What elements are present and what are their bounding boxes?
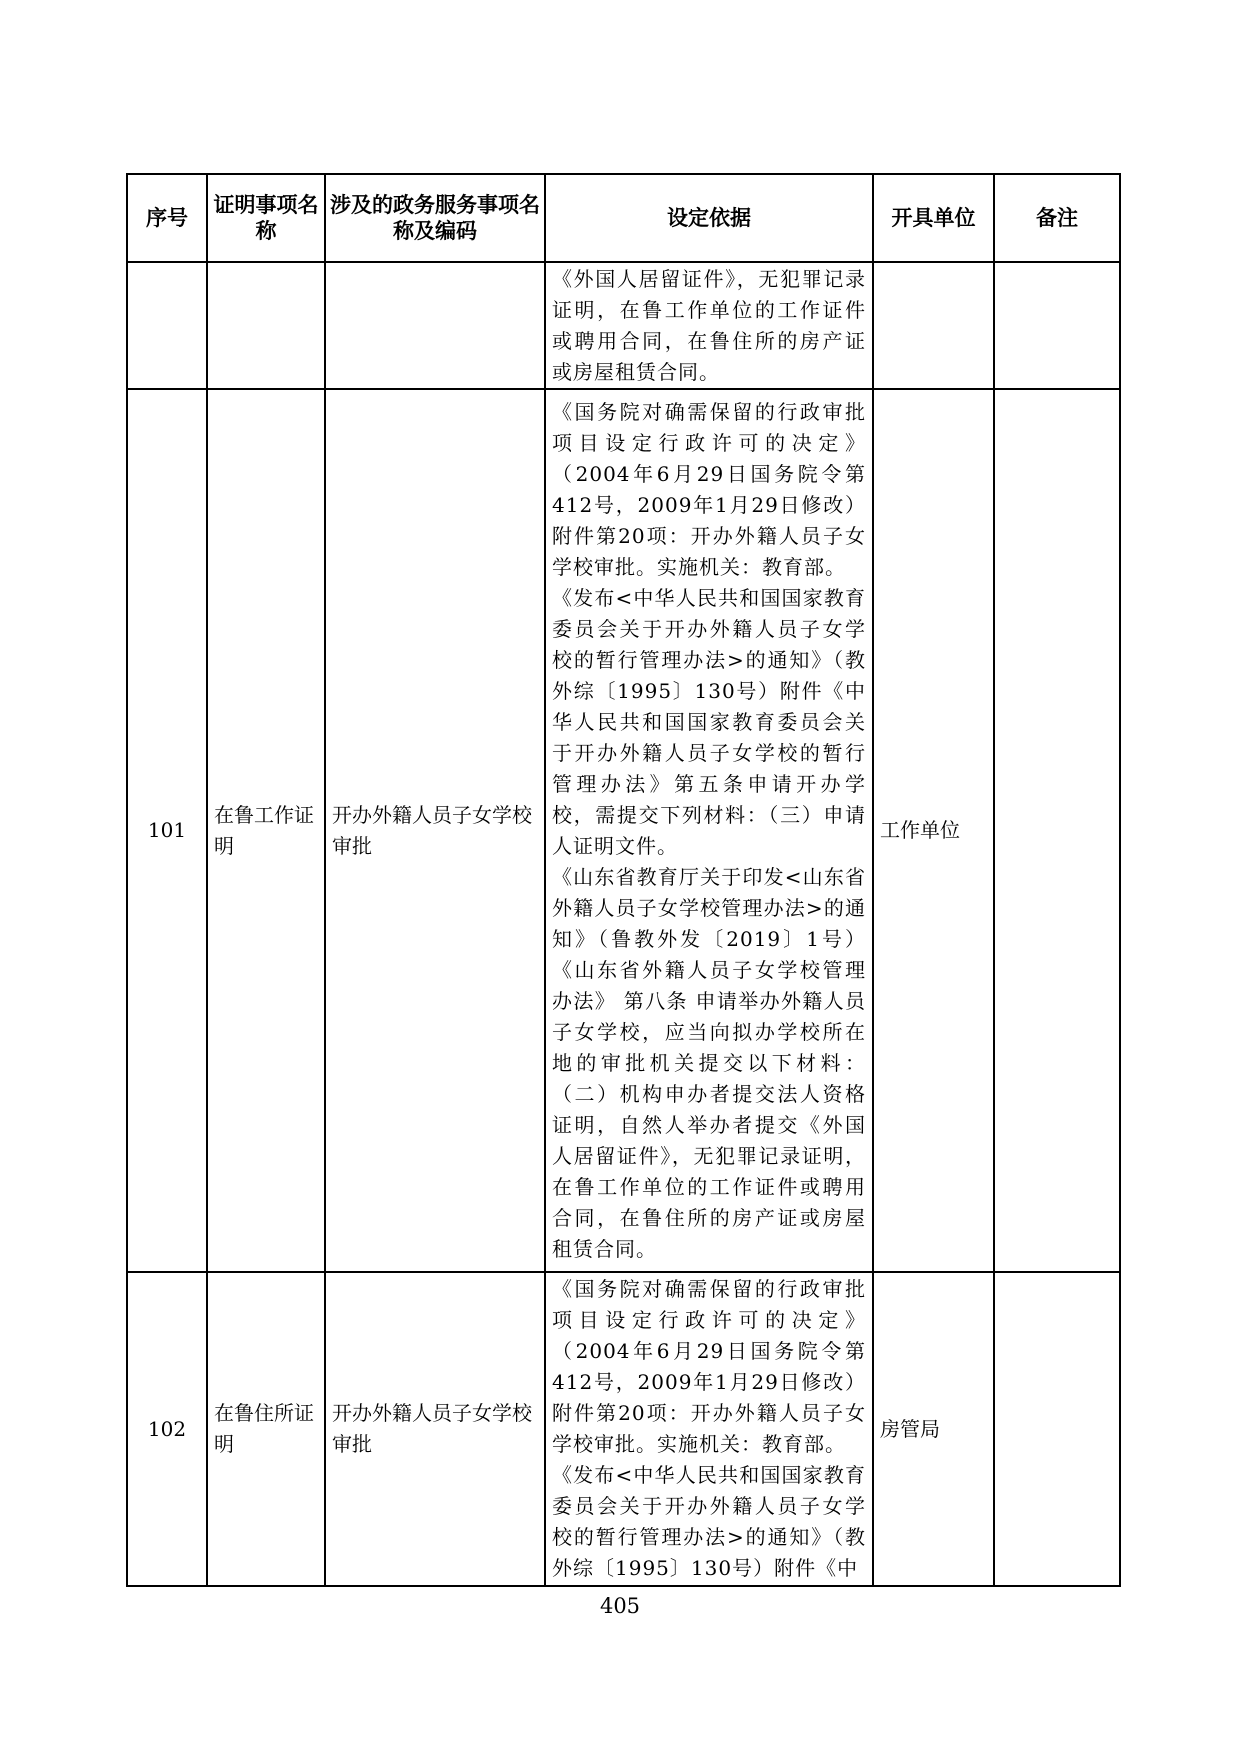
- cell-remarks: [994, 262, 1120, 389]
- cell-basis: [545, 262, 873, 389]
- page-number: 405: [599, 1594, 641, 1618]
- basis-paragraph: 《国务院对确需保留的行政审批项目设定行政许可的决定》（2004年6月29日国务院令第412号，2009年1月29日修改）附件第20项：开办外籍人员子女学校审批。实施机关：教育部。: [552, 1277, 866, 1456]
- table-row-continuation: [127, 262, 1120, 389]
- cell-proof-item: 在鲁工作证明: [207, 389, 325, 1272]
- cell-remarks: [994, 389, 1120, 1272]
- basis-paragraph: 《发布<中华人民共和国国家教育委员会关于开办外籍人员子女学校的暂行管理办法>的通知》（教外综〔1995〕130号）附件《中: [552, 1463, 866, 1580]
- cell-basis: [545, 1272, 873, 1586]
- cell-index: 102: [127, 1272, 207, 1586]
- basis-paragraph: 《发布<中华人民共和国国家教育委员会关于开办外籍人员子女学校的暂行管理办法>的通知》（教外综〔1995〕130号）附件《中华人民共和国国家教育委员会关于开办外籍人员子女学校的暂行管理办法》第五条申请开办学校，需提交下列材料：（三）申请人证明文件。: [552, 585, 866, 858]
- header-basis: 设定依据: [545, 174, 873, 262]
- cell-issuer: 房管局: [873, 1272, 994, 1586]
- cell-index: [127, 262, 207, 389]
- cell-remarks: [994, 1272, 1120, 1586]
- table-row: [127, 389, 1120, 1272]
- cell-proof-item: [207, 262, 325, 389]
- header-index: 序号: [127, 174, 207, 262]
- header-remarks: 备注: [994, 174, 1120, 262]
- cell-basis: [545, 389, 873, 1272]
- cell-issuer: [873, 262, 994, 389]
- cell-service-item: 开办外籍人员子女学校审批: [325, 389, 545, 1272]
- basis-paragraph: 《外国人居留证件》，无犯罪记录证明，在鲁工作单位的工作证件或聘用合同，在鲁住所的房产证或房屋租赁合同。: [552, 266, 866, 384]
- header-issuer: 开具单位: [873, 174, 994, 262]
- cell-index: 101: [127, 389, 207, 1272]
- table-header-row: [127, 174, 1120, 262]
- cell-service-item: 开办外籍人员子女学校审批: [325, 1272, 545, 1586]
- header-service-item: 涉及的政务服务事项名称及编码: [325, 174, 545, 262]
- certification-table: [126, 173, 1121, 1587]
- cell-service-item: [325, 262, 545, 389]
- cell-issuer: 工作单位: [873, 389, 994, 1272]
- basis-paragraph: 《国务院对确需保留的行政审批项目设定行政许可的决定》（2004年6月29日国务院令第412号，2009年1月29日修改）附件第20项：开办外籍人员子女学校审批。实施机关：教育部。: [552, 399, 866, 579]
- header-proof-item: 证明事项名称: [207, 174, 325, 262]
- table-row: [127, 1272, 1120, 1586]
- cell-proof-item: 在鲁住所证明: [207, 1272, 325, 1586]
- basis-paragraph: 《山东省教育厅关于印发<山东省外籍人员子女学校管理办法>的通知》（鲁教外发〔2019〕1号）《山东省外籍人员子女学校管理办法》 第八条 申请举办外籍人员子女学校，应当向拟办学校所在地的审批机关提交以下材料：（二）机构申办者提交法人资格证明，自然人举办者提交《外国人居留证件》，无犯罪记录证明，在鲁工作单位的工作证件或聘用合同，在鲁住所的房产证或房屋租赁合同。: [552, 864, 866, 1261]
